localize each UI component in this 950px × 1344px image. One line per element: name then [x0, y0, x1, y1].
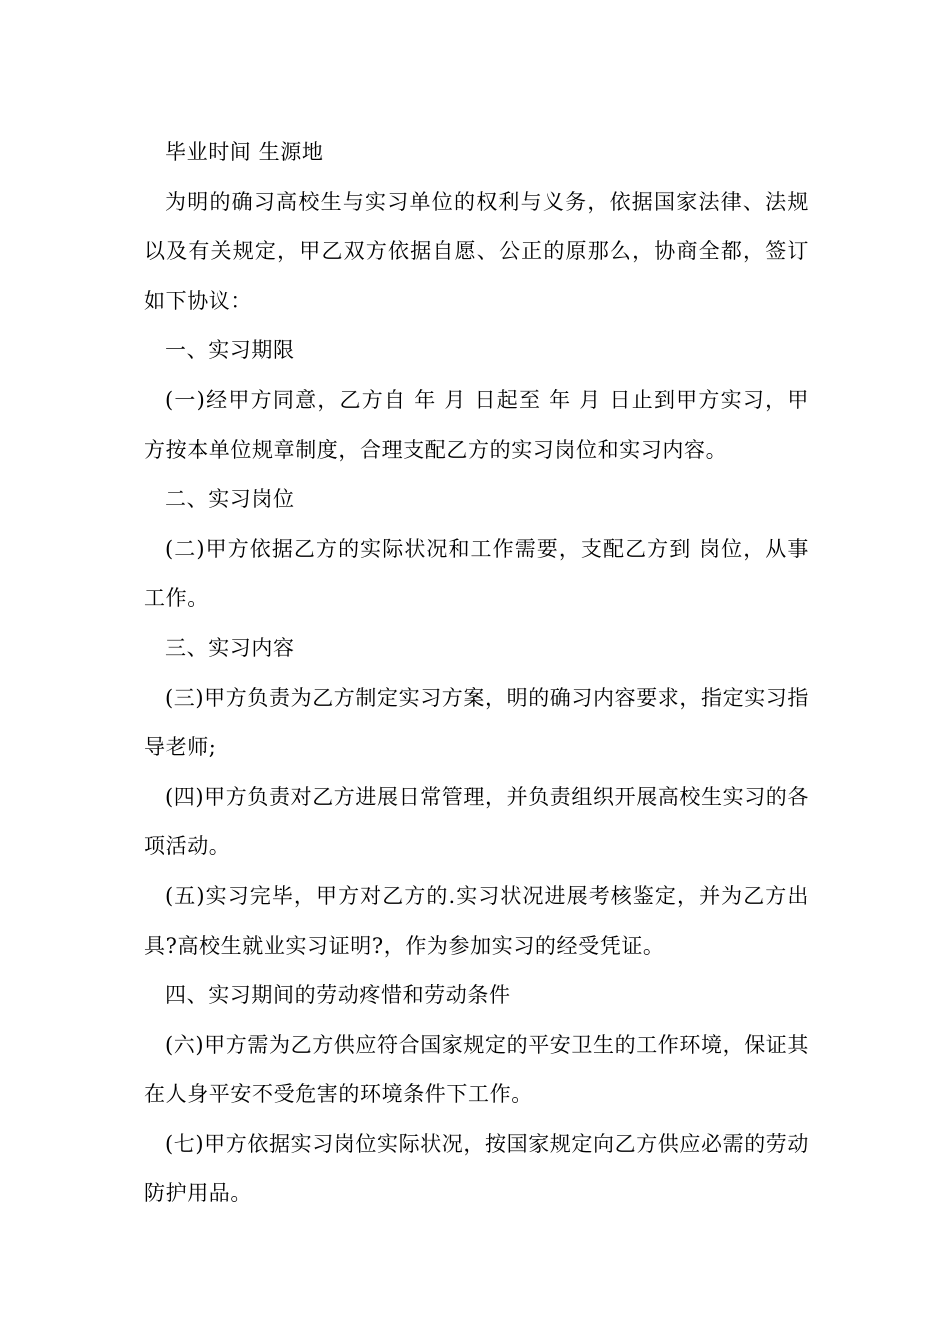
- clause-7: (七)甲方依据实习岗位实际状况，按国家规定向乙方供应必需的劳动防护用品。: [144, 1131, 809, 1206]
- clause-6: (六)甲方需为乙方供应符合国家规定的平安卫生的工作环境，保证其在人身平安不受危害的环境条件下工作。: [144, 1032, 809, 1107]
- section-heading-content: 三、实习内容: [165, 635, 295, 660]
- clause-4: (四)甲方负责对乙方进展日常管理，并负责组织开展高校生实习的各项活动。: [144, 784, 809, 859]
- document-body: [144, 128, 809, 1219]
- clause-2: (二)甲方依据乙方的实际状况和工作需要，支配乙方到 岗位，从事 工作。: [144, 536, 809, 611]
- section-heading-position: 二、实习岗位: [165, 487, 295, 512]
- graduation-info-line: 毕业时间 生源地: [165, 140, 324, 164]
- section-heading-labor-protection: 四、实习期间的劳动疼惜和劳动条件: [165, 983, 511, 1008]
- section-heading-period: 一、实习期限: [165, 338, 295, 363]
- clause-1: (一)经甲方同意，乙方自 年 月 日起至 年 月 日止到甲方实习，甲方按本单位规章制度，合理支配乙方的实习岗位和实习内容。: [144, 387, 809, 462]
- preamble-paragraph: 为明的确习高校生与实习单位的权利与义务，依据国家法律、法规以及有关规定，甲乙双方依据自愿、公正的原那么，协商全都，签订如下协议：: [144, 189, 809, 313]
- clause-3: (三)甲方负责为乙方制定实习方案，明的确习内容要求，指定实习指导老师;: [144, 685, 809, 760]
- clause-5: (五)实习完毕，甲方对乙方的.实习状况进展考核鉴定，并为乙方出具?高校生就业实习证明?，作为参加实习的经受凭证。: [144, 883, 809, 958]
